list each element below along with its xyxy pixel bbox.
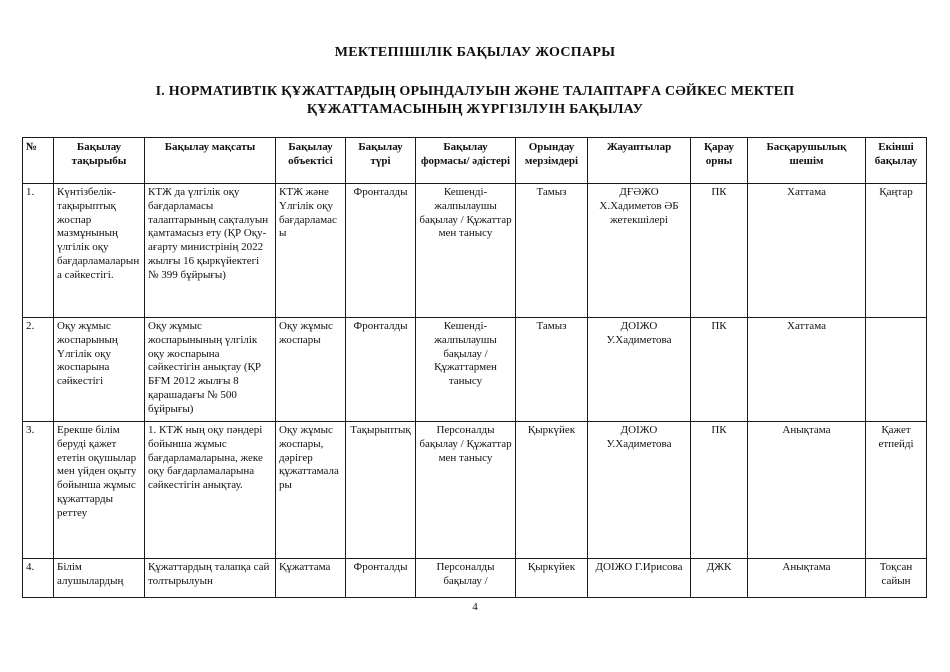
table-cell: 4. [23,559,54,598]
table-cell: Оқу жұмыс жоспарының Үлгілік оқу жоспарына сәйкестігі [54,318,145,422]
col-header-deadline: Орындау мерзімдері [516,138,588,184]
table-cell [866,318,927,422]
table-cell: Білім алушылардың [54,559,145,598]
table-row [23,318,927,422]
section-heading [0,83,950,119]
col-header-object: Бақылау объектісі [276,138,346,184]
table-cell: Кешенді-жалпылаушы бақылау / Құжаттармен танысу [416,318,516,422]
table-cell: 3. [23,422,54,559]
col-header-topic: Бақылау тақырыбы [54,138,145,184]
table-cell: Қыркүйек [516,422,588,559]
table-cell: КТЖ және Үлгілік оқу бағдарламасы [276,184,346,318]
col-header-goal: Бақылау мақсаты [145,138,276,184]
table-cell: Фронталды [346,559,416,598]
table-cell: Оқу жұмыс жоспары [276,318,346,422]
table-cell: ПК [691,422,748,559]
table-cell: Анықтама [748,422,866,559]
table-cell: КТЖ да үлгілік оқу бағдарламасы талаптарының сақталуын қамтамасыз ету (ҚР Оқу-ағарту министрінің 2022 жылғы 16 қыркүйектегі № 399 бұйрығы) [145,184,276,318]
table-cell: Тамыз [516,184,588,318]
table-row [23,184,927,318]
table-cell: Тақырыптық [346,422,416,559]
table-cell: Фронталды [346,318,416,422]
table-cell: Анықтама [748,559,866,598]
table-row [23,422,927,559]
table-header-row [23,138,927,184]
table-cell: Қыркүйек [516,559,588,598]
control-plan-table [22,137,927,598]
table-cell: 1. [23,184,54,318]
col-header-form-methods: Бақылау формасы/ әдістері [416,138,516,184]
col-header-decision: Басқарушылық шешім [748,138,866,184]
table-cell: ДҒӘЖО Х.Хадиметов ӘБ жетекшілері [588,184,691,318]
table-cell: Тоқсан сайын [866,559,927,598]
table-cell: Персоналды бақылау / Құжаттар мен танысу [416,422,516,559]
table-cell: Құжаттама [276,559,346,598]
page-number: 4 [472,601,478,613]
table-cell: ДОІЖО У.Хадиметова [588,318,691,422]
table-cell: ДОІЖО У.Хадиметова [588,422,691,559]
table-cell: Күнтізбелік-тақырыптық жоспар мазмұнының үлгілік оқу бағдарламаларына сәйкестігі. [54,184,145,318]
section-heading-line1: І. НОРМАТИВТІК ҚҰЖАТТАРДЫҢ ОРЫНДАЛУЫН ЖӘНЕ ТАЛАПТАРҒА СӘЙКЕС МЕКТЕП [155,84,795,99]
table-cell: ДЖК [691,559,748,598]
col-header-type: Бақылау түрі [346,138,416,184]
table-cell: Оқу жұмыс жоспарынының үлгілік оқу жоспарына сәйкестігін анықтау (ҚР БҒМ 2012 жылғы 8 қарашадағы № 500 бұйрығы) [145,318,276,422]
table-cell: Қажет етпейді [866,422,927,559]
col-header-responsible: Жауаптылар [588,138,691,184]
table-cell: ПК [691,184,748,318]
section-heading-line2: ҚҰЖАТТАМАСЫНЫҢ ЖҮРГІЗІЛУІН БАҚЫЛАУ [306,102,644,117]
document-title: МЕКТЕПІШІЛІК БАҚЫЛАУ ЖОСПАРЫ [334,45,616,60]
col-header-second-control: Екінші бақылау [866,138,927,184]
table-cell: Оқу жұмыс жоспары, дәрігер құжаттамалары [276,422,346,559]
table-cell: Хаттама [748,318,866,422]
table-cell: ПК [691,318,748,422]
table-cell: Персоналды бақылау / [416,559,516,598]
table-cell: Ерекше білім беруді қажет ететін оқушылар мен үйден оқыту бойынша жұмыс құжаттарды реттеу [54,422,145,559]
col-header-review-place: Қарау орны [691,138,748,184]
table-cell: Тамыз [516,318,588,422]
table-cell: Кешенді-жалпылаушы бақылау / Құжаттар мен танысу [416,184,516,318]
table-row [23,559,927,598]
col-header-number: № [23,138,54,184]
table-cell: 1. КТЖ ның оқу пәндері бойынша жұмыс бағдарламаларына, жеке оқу бағдарламаларына сәйкестігін анықтау. [145,422,276,559]
table-cell: Құжаттардың талапқа сай толтырылуын [145,559,276,598]
table-cell: Фронталды [346,184,416,318]
table-cell: Қаңтар [866,184,927,318]
table-cell: 2. [23,318,54,422]
table-cell: ДОІЖО Г.Ирисова [588,559,691,598]
table-cell: Хаттама [748,184,866,318]
